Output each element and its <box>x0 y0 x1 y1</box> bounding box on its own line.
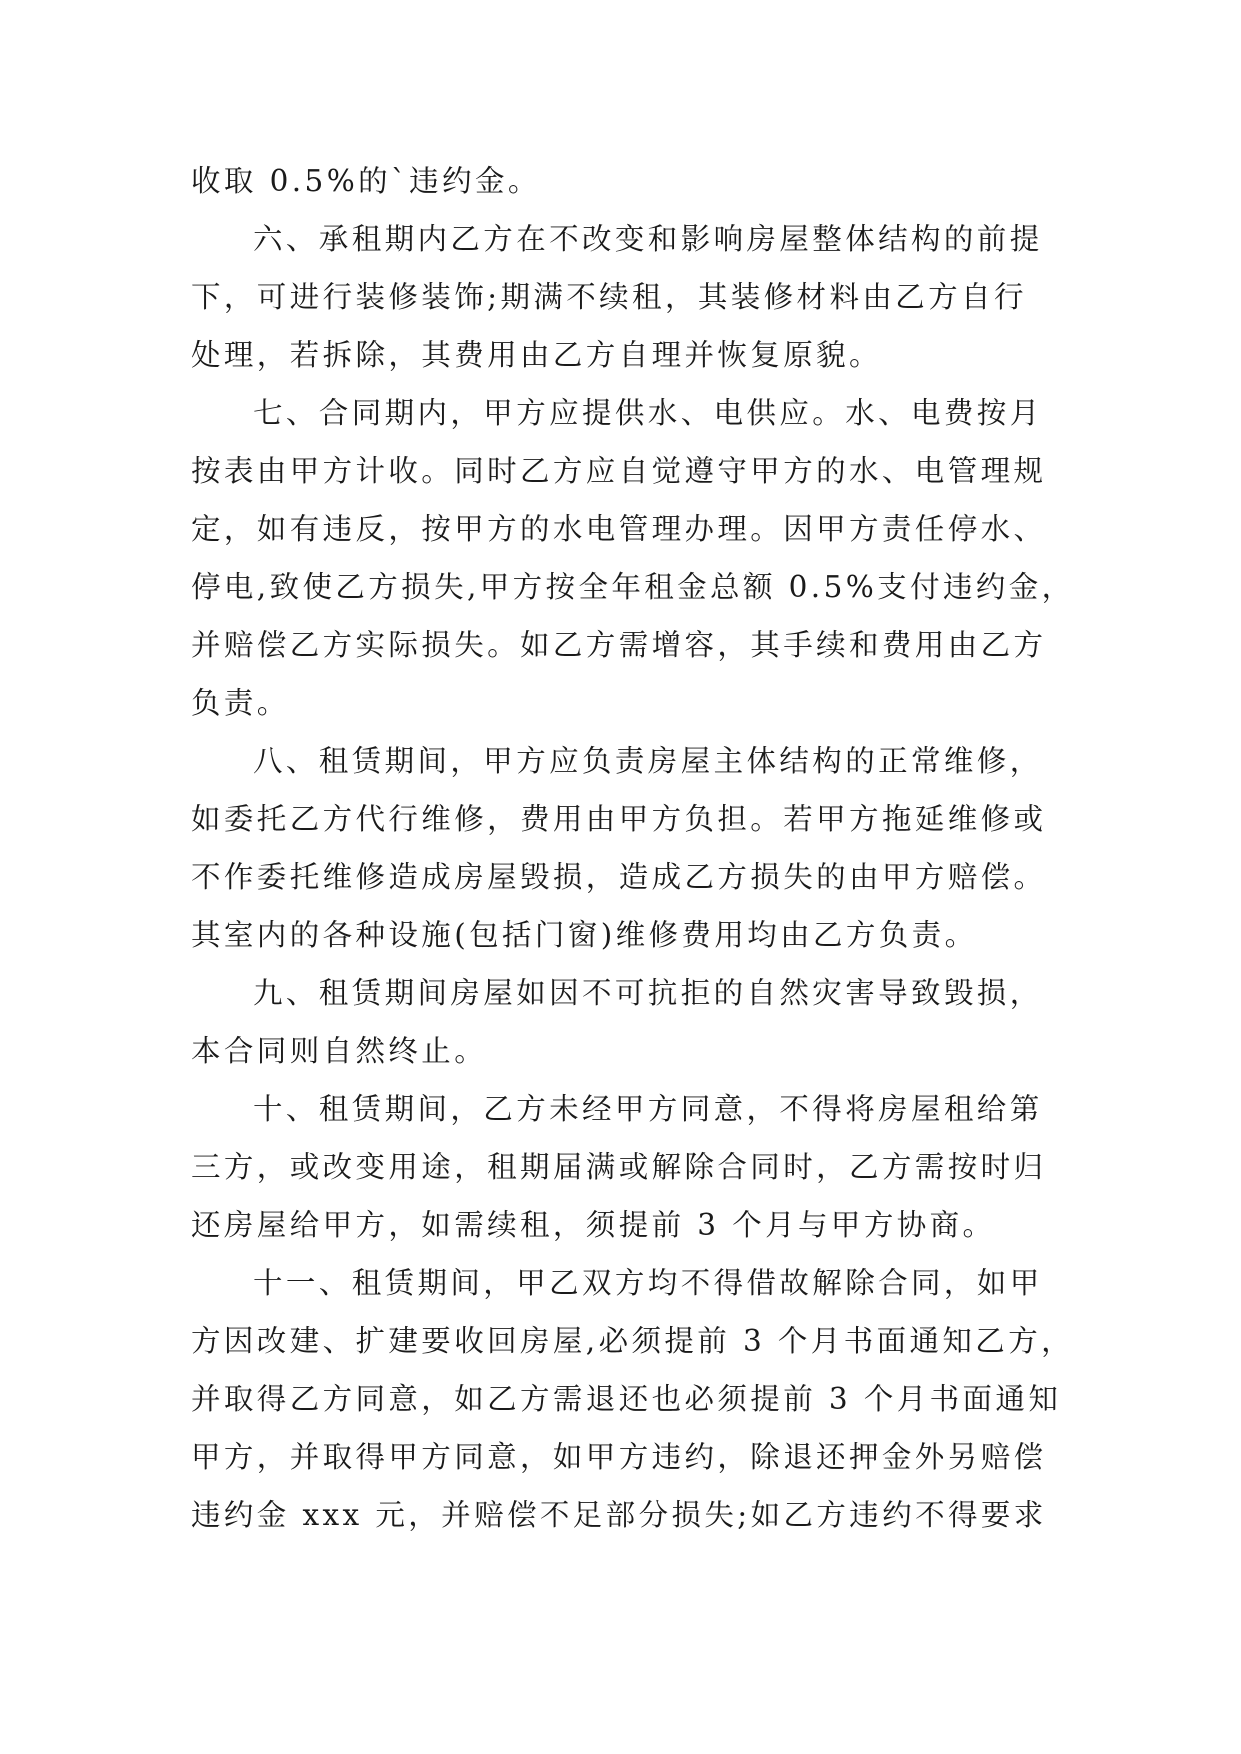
text-line: 八、租赁期间，甲方应负责房屋主体结构的正常维修， <box>253 744 1043 778</box>
text-line: 十、租赁期间，乙方未经甲方同意，不得将房屋租给第 <box>253 1092 1043 1126</box>
text-line: 六、承租期内乙方在不改变和影响房屋整体结构的前提 <box>253 222 1043 256</box>
text-line: 下，可进行装修装饰;期满不续租，其装修材料由乙方自行 <box>191 280 1027 314</box>
document-body <box>191 152 1075 1544</box>
text-line: 负责。 <box>191 686 290 720</box>
text-line: 十一、租赁期间，甲乙双方均不得借故解除合同，如甲 <box>253 1266 1043 1300</box>
text-line: 并取得乙方同意，如乙方需退还也必须提前 3 个月书面通知 <box>191 1382 1062 1416</box>
text-line: 不作委托维修造成房屋毁损，造成乙方损失的由甲方赔偿。 <box>191 860 1047 894</box>
text-line: 本合同则自然终止。 <box>191 1034 488 1068</box>
text-line: 定，如有违反，按甲方的水电管理办理。因甲方责任停水、 <box>191 512 1047 546</box>
text-line: 并赔偿乙方实际损失。如乙方需增容，其手续和费用由乙方 <box>191 628 1047 662</box>
text-line: 违约金 xxx 元，并赔偿不足部分损失;如乙方违约不得要求 <box>191 1498 1047 1532</box>
paragraph <box>191 964 1071 1080</box>
paragraph <box>191 1254 1075 1544</box>
paragraph <box>191 384 1075 732</box>
text-line: 其室内的各种设施(包括门窗)维修费用均由乙方负责。 <box>191 918 978 952</box>
paragraph <box>191 152 1071 210</box>
text-line: 处理，若拆除，其费用由乙方自理并恢复原貌。 <box>191 338 882 372</box>
text-line: 三方，或改变用途，租期届满或解除合同时，乙方需按时归 <box>191 1150 1047 1184</box>
paragraph <box>191 210 1071 384</box>
text-line: 七、合同期内，甲方应提供水、电供应。水、电费按月 <box>253 396 1043 430</box>
text-line: 停电,致使乙方损失,甲方按全年租金总额 0.5%支付违约金， <box>191 570 1075 604</box>
text-line: 方因改建、扩建要收回房屋,必须提前 3 个月书面通知乙方， <box>191 1324 1075 1358</box>
text-line: 九、租赁期间房屋如因不可抗拒的自然灾害导致毁损， <box>253 976 1043 1010</box>
text-line: 收取 0.5%的`违约金。 <box>191 164 541 198</box>
text-line: 如委托乙方代行维修，费用由甲方负担。若甲方拖延维修或 <box>191 802 1047 836</box>
text-line: 按表由甲方计收。同时乙方应自觉遵守甲方的水、电管理规 <box>191 454 1047 488</box>
text-line: 还房屋给甲方，如需续租，须提前 3 个月与甲方协商。 <box>191 1208 996 1242</box>
paragraph <box>191 1080 1071 1254</box>
paragraph <box>191 732 1071 964</box>
text-line: 甲方，并取得甲方同意，如甲方违约，除退还押金外另赔偿 <box>191 1440 1047 1474</box>
